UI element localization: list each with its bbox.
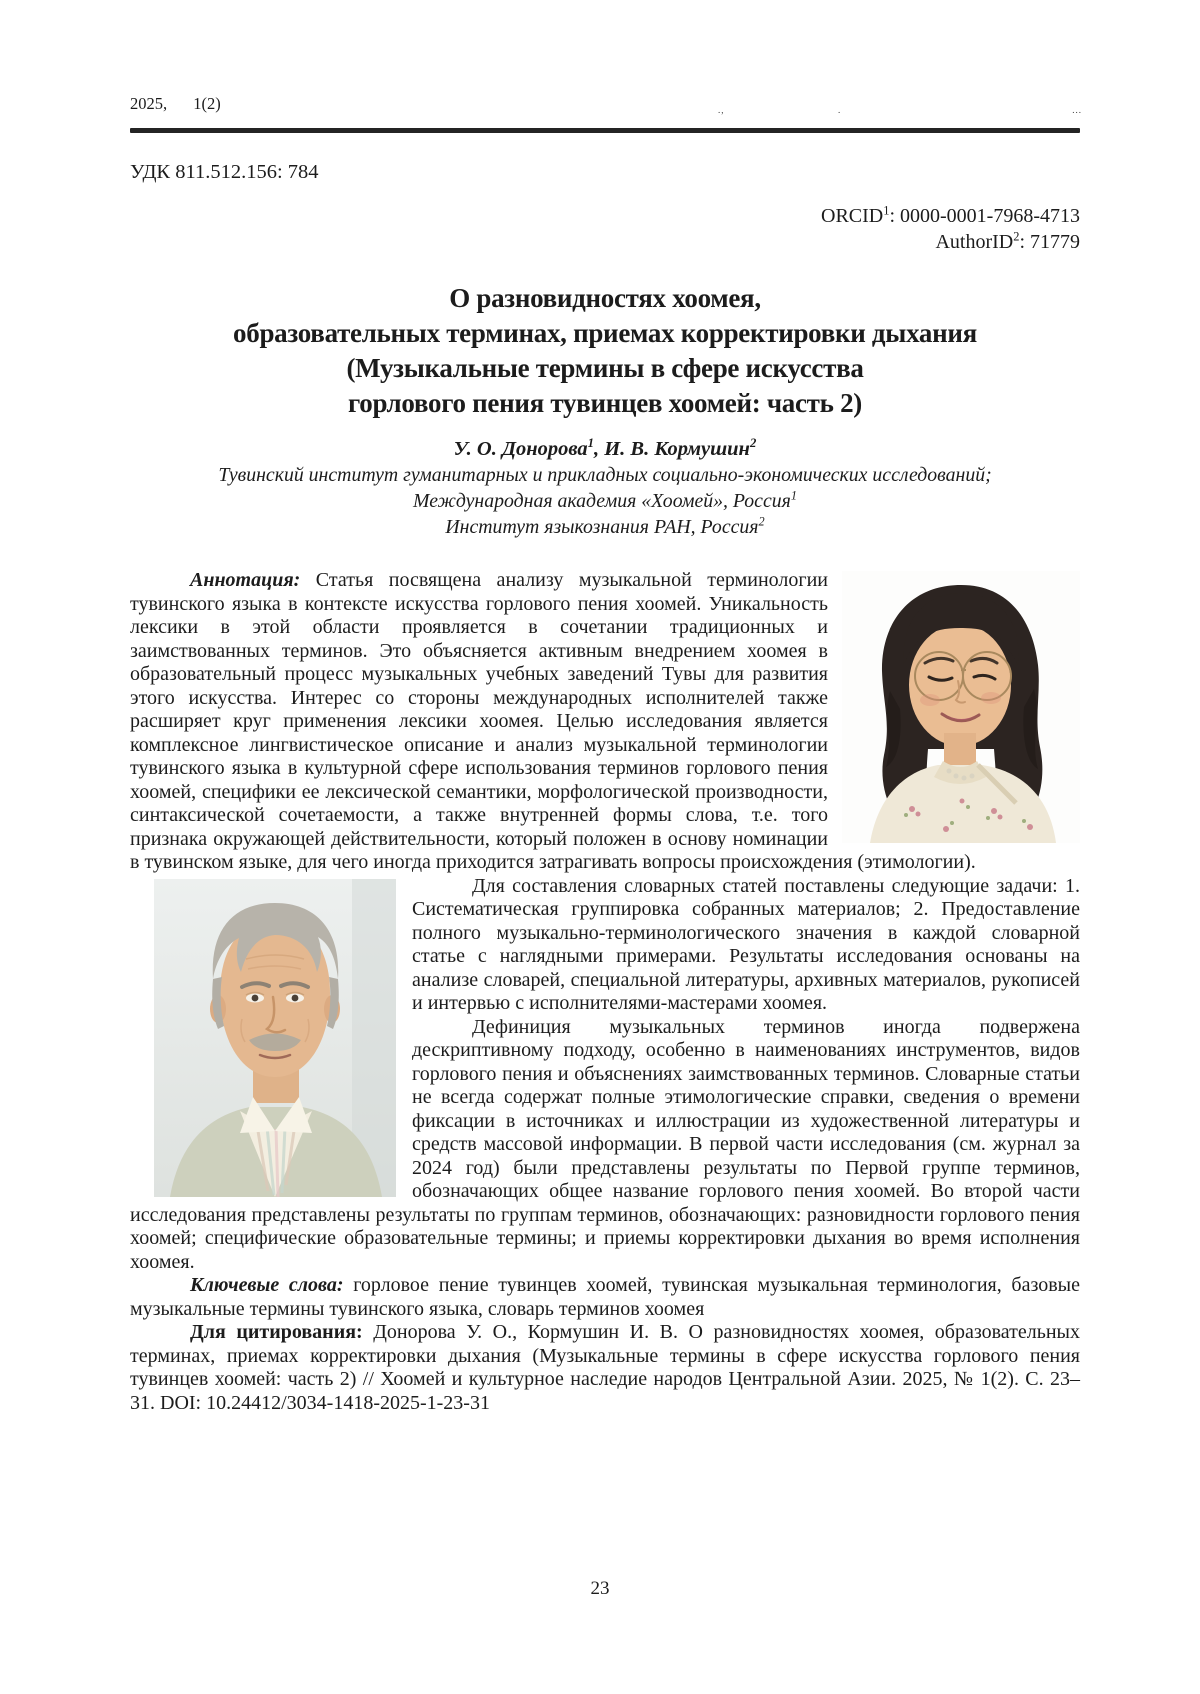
authors-line	[130, 438, 1080, 461]
author-superscript: 1	[587, 436, 594, 451]
portrait-photo-donorova	[842, 571, 1080, 843]
citation-label: Для цитирования:	[190, 1321, 363, 1343]
abstract-text: Статья посвящена анализу музыкальной терминологии тувинского языка в контексте искусства горлового пения хоомей. Уникальность лексики в этой области проявляется в сочетании традиционных и заимствованных терминов. Это объясняется активным внедрением хоомея в образовательный процесс музыкальных учебных заведений Тувы для развития этого искусства. Интерес со стороны международных исполнителей также расширяет круг применения лексики хоомея. Целью исследования является комплексное лингвистическое описание и анализ музыкальной терминологии тувинского языка в культурной сфере использования терминов горлового пения хоомей, специфики ее лексической семантики, морфологической производности, синтаксической сочетаемости, а также внутренней формы слова, т.е. того признака окружающей действительности, который положен в основу номинации в тувинском языке, для чего иногда приходится затрагивать вопросы происхождения (этимологии).	[130, 569, 976, 873]
keywords-paragraph	[130, 1274, 1080, 1321]
article-title	[130, 281, 1080, 421]
abstract-text: Дефиниция музыкальных терминов иногда подвержена дескриптивному подходу, особенно в наименованиях инструментов, видов горлового пения и объяснениях заимствованных терминов. Словарные статьи не всегда содержат полные этимологические справки, сведения о времени фиксации в источниках и иллюстрации из художественной литературы и средств массовой информации. В первой части исследования (см. журнал за 2024 год) были представлены результаты по Первой группе терминов, обозначающих общее название горлового пения хоомей. Во второй части исследования представлены результаты по группам терминов, обозначающих: разновидности горлового пения хоомей; специфические образовательные термины; и приемы корректировки дыхания во время исполнения хоомея.	[130, 1015, 1080, 1273]
citation-paragraph	[130, 1321, 1080, 1415]
page-number: 23	[590, 1578, 610, 1599]
affiliations-block	[130, 462, 1080, 540]
title-line: образовательных терминах, приемах корректировки дыхания	[233, 318, 977, 348]
orcid-value: : 0000-0001-7968-4713	[889, 205, 1080, 227]
authorid-line	[130, 230, 1080, 256]
issue-number: 1(2)	[193, 94, 221, 113]
woman-portrait-illustration	[842, 571, 1080, 843]
header-divider-rule	[130, 128, 1080, 133]
affiliation-line: Институт языкознания РАН, Россия$^2$	[445, 514, 765, 538]
author-separator: ,	[593, 438, 605, 460]
udk-code: УДК 811.512.156: 784	[130, 161, 319, 183]
authorid-value: : 71779	[1019, 230, 1080, 253]
abstract-text: Для составления словарных статей поставлены следующие задачи: 1. Систематическая группировка собранных материалов; 2. Предоставление полного музыкально-терминологического значения в каждой словарной статье с наглядными примерами. Результаты исследования основаны на анализе словарей, специальной литературы, архивных материалов, рукописей и интервью с исполнителями-мастерами хоомея.	[412, 874, 1080, 1014]
title-line: (Музыкальные термины в сфере искусства	[346, 353, 864, 383]
abstract-label: Аннотация:	[190, 569, 301, 591]
running-head-mark: ...	[1072, 105, 1082, 115]
man-portrait-illustration	[154, 879, 396, 1197]
orcid-label: ORCID	[821, 205, 884, 227]
citation-text: Донорова У. О., Кормушин И. В. О разновидностях хоомея, образовательных терминах, приемах корректировки дыхания (Музыкальные термины в сфере искусства горлового пения тувинцев хоомей: часть 2) // Хоомей и культурное наследие народов Центральной Азии. 2025, № 1(2). С. 23–31. DOI: 10.24412/3034-1418-2025-1-23-31	[130, 1321, 1080, 1414]
affiliation-line: Международная академия «Хоомей», Россия$^1$	[413, 488, 797, 512]
orcid-superscript: 1	[883, 203, 890, 218]
abstract-paragraph-1	[130, 569, 1080, 875]
running-head-mark: .	[838, 105, 842, 115]
abstract-block	[130, 569, 1080, 1415]
orcid-line	[130, 204, 1080, 230]
authorid-label: AuthorID	[935, 230, 1014, 253]
authorid-superscript: 2	[1013, 228, 1020, 243]
title-line: О разновидностях хоомея,	[449, 283, 761, 313]
keywords-label: Ключевые слова:	[190, 1274, 344, 1296]
title-line: горлового пения тувинцев хоомей: часть 2)	[348, 388, 862, 418]
portrait-photo-kormushin	[154, 879, 396, 1197]
running-head-mark: .,	[718, 105, 725, 115]
issue-year: 2025,	[130, 94, 168, 113]
author-ids-block	[130, 204, 1080, 255]
author-name: У. О. Донорова	[453, 438, 588, 460]
author-superscript: 2	[749, 436, 757, 451]
abstract-paragraph-2	[130, 875, 1080, 1016]
author-name: И. В. Кормушин	[604, 438, 750, 460]
running-head	[130, 94, 1080, 116]
keywords-text: горловое пение тувинцев хоомей, тувинская музыкальная терминология, базовые музыкальные термины тувинского языка, словарь терминов хоомея	[130, 1274, 1080, 1320]
affiliation-line: Тувинский институт гуманитарных и прикладных социально-экономических исследований;	[218, 464, 992, 486]
